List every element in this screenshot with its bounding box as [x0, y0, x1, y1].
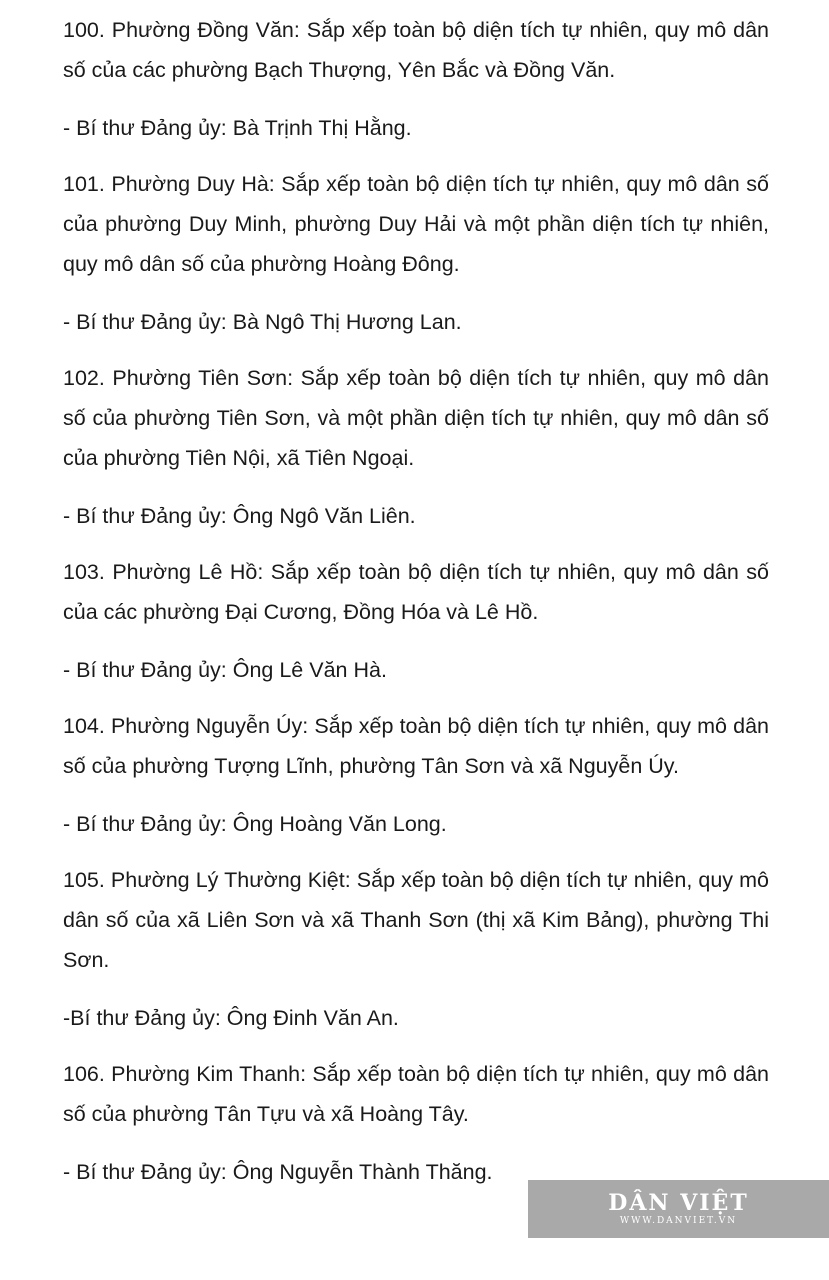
watermark-site: WWW.DANVIET.VN [619, 1216, 738, 1226]
entry-103-text: 103. Phường Lê Hồ: Sắp xếp toàn bộ diện tích tự nhiên, quy mô dân số của các phường Đại Cương, Đồng Hóa và Lê Hồ. [63, 560, 769, 624]
watermark-brand: DÂN VIỆT [608, 1190, 749, 1216]
danviet-watermark [528, 1180, 829, 1238]
entry-106-text: 106. Phường Kim Thanh: Sắp xếp toàn bộ diện tích tự nhiên, quy mô dân số của phường Tân Tựu và xã Hoàng Tây. [63, 1062, 769, 1126]
entry-104-secretary: - Bí thư Đảng ủy: Ông Hoàng Văn Long. [63, 812, 447, 836]
entry-102-secretary: - Bí thư Đảng ủy: Ông Ngô Văn Liên. [63, 504, 416, 528]
document-body [63, 10, 769, 1208]
entry-102-text: 102. Phường Tiên Sơn: Sắp xếp toàn bộ diện tích tự nhiên, quy mô dân số của phường Tiên Sơn, và một phần diện tích tự nhiên, quy mô dân số của phường Tiên Nội, xã Tiên Ngoại. [63, 366, 769, 470]
entry-101-text: 101. Phường Duy Hà: Sắp xếp toàn bộ diện tích tự nhiên, quy mô dân số của phường Duy Minh, phường Duy Hải và một phần diện tích tự nhiên, quy mô dân số của phường Hoàng Đông. [63, 172, 769, 276]
entry-106-secretary: - Bí thư Đảng ủy: Ông Nguyễn Thành Thăng. [63, 1160, 493, 1184]
entry-104-text: 104. Phường Nguyễn Úy: Sắp xếp toàn bộ diện tích tự nhiên, quy mô dân số của phường Tượng Lĩnh, phường Tân Sơn và xã Nguyễn Úy. [63, 714, 769, 778]
entry-100-text: 100. Phường Đồng Văn: Sắp xếp toàn bộ diện tích tự nhiên, quy mô dân số của các phường Bạch Thượng, Yên Bắc và Đồng Văn. [63, 18, 769, 82]
entry-103-secretary: - Bí thư Đảng ủy: Ông Lê Văn Hà. [63, 658, 387, 682]
entry-105-secretary: -Bí thư Đảng ủy: Ông Đinh Văn An. [63, 1006, 399, 1030]
entry-101-secretary: - Bí thư Đảng ủy: Bà Ngô Thị Hương Lan. [63, 310, 462, 334]
entry-100-secretary: - Bí thư Đảng ủy: Bà Trịnh Thị Hằng. [63, 116, 412, 140]
entry-105-text: 105. Phường Lý Thường Kiệt: Sắp xếp toàn bộ diện tích tự nhiên, quy mô dân số của xã Liên Sơn và xã Thanh Sơn (thị xã Kim Bảng), phường Thi Sơn. [63, 868, 769, 972]
